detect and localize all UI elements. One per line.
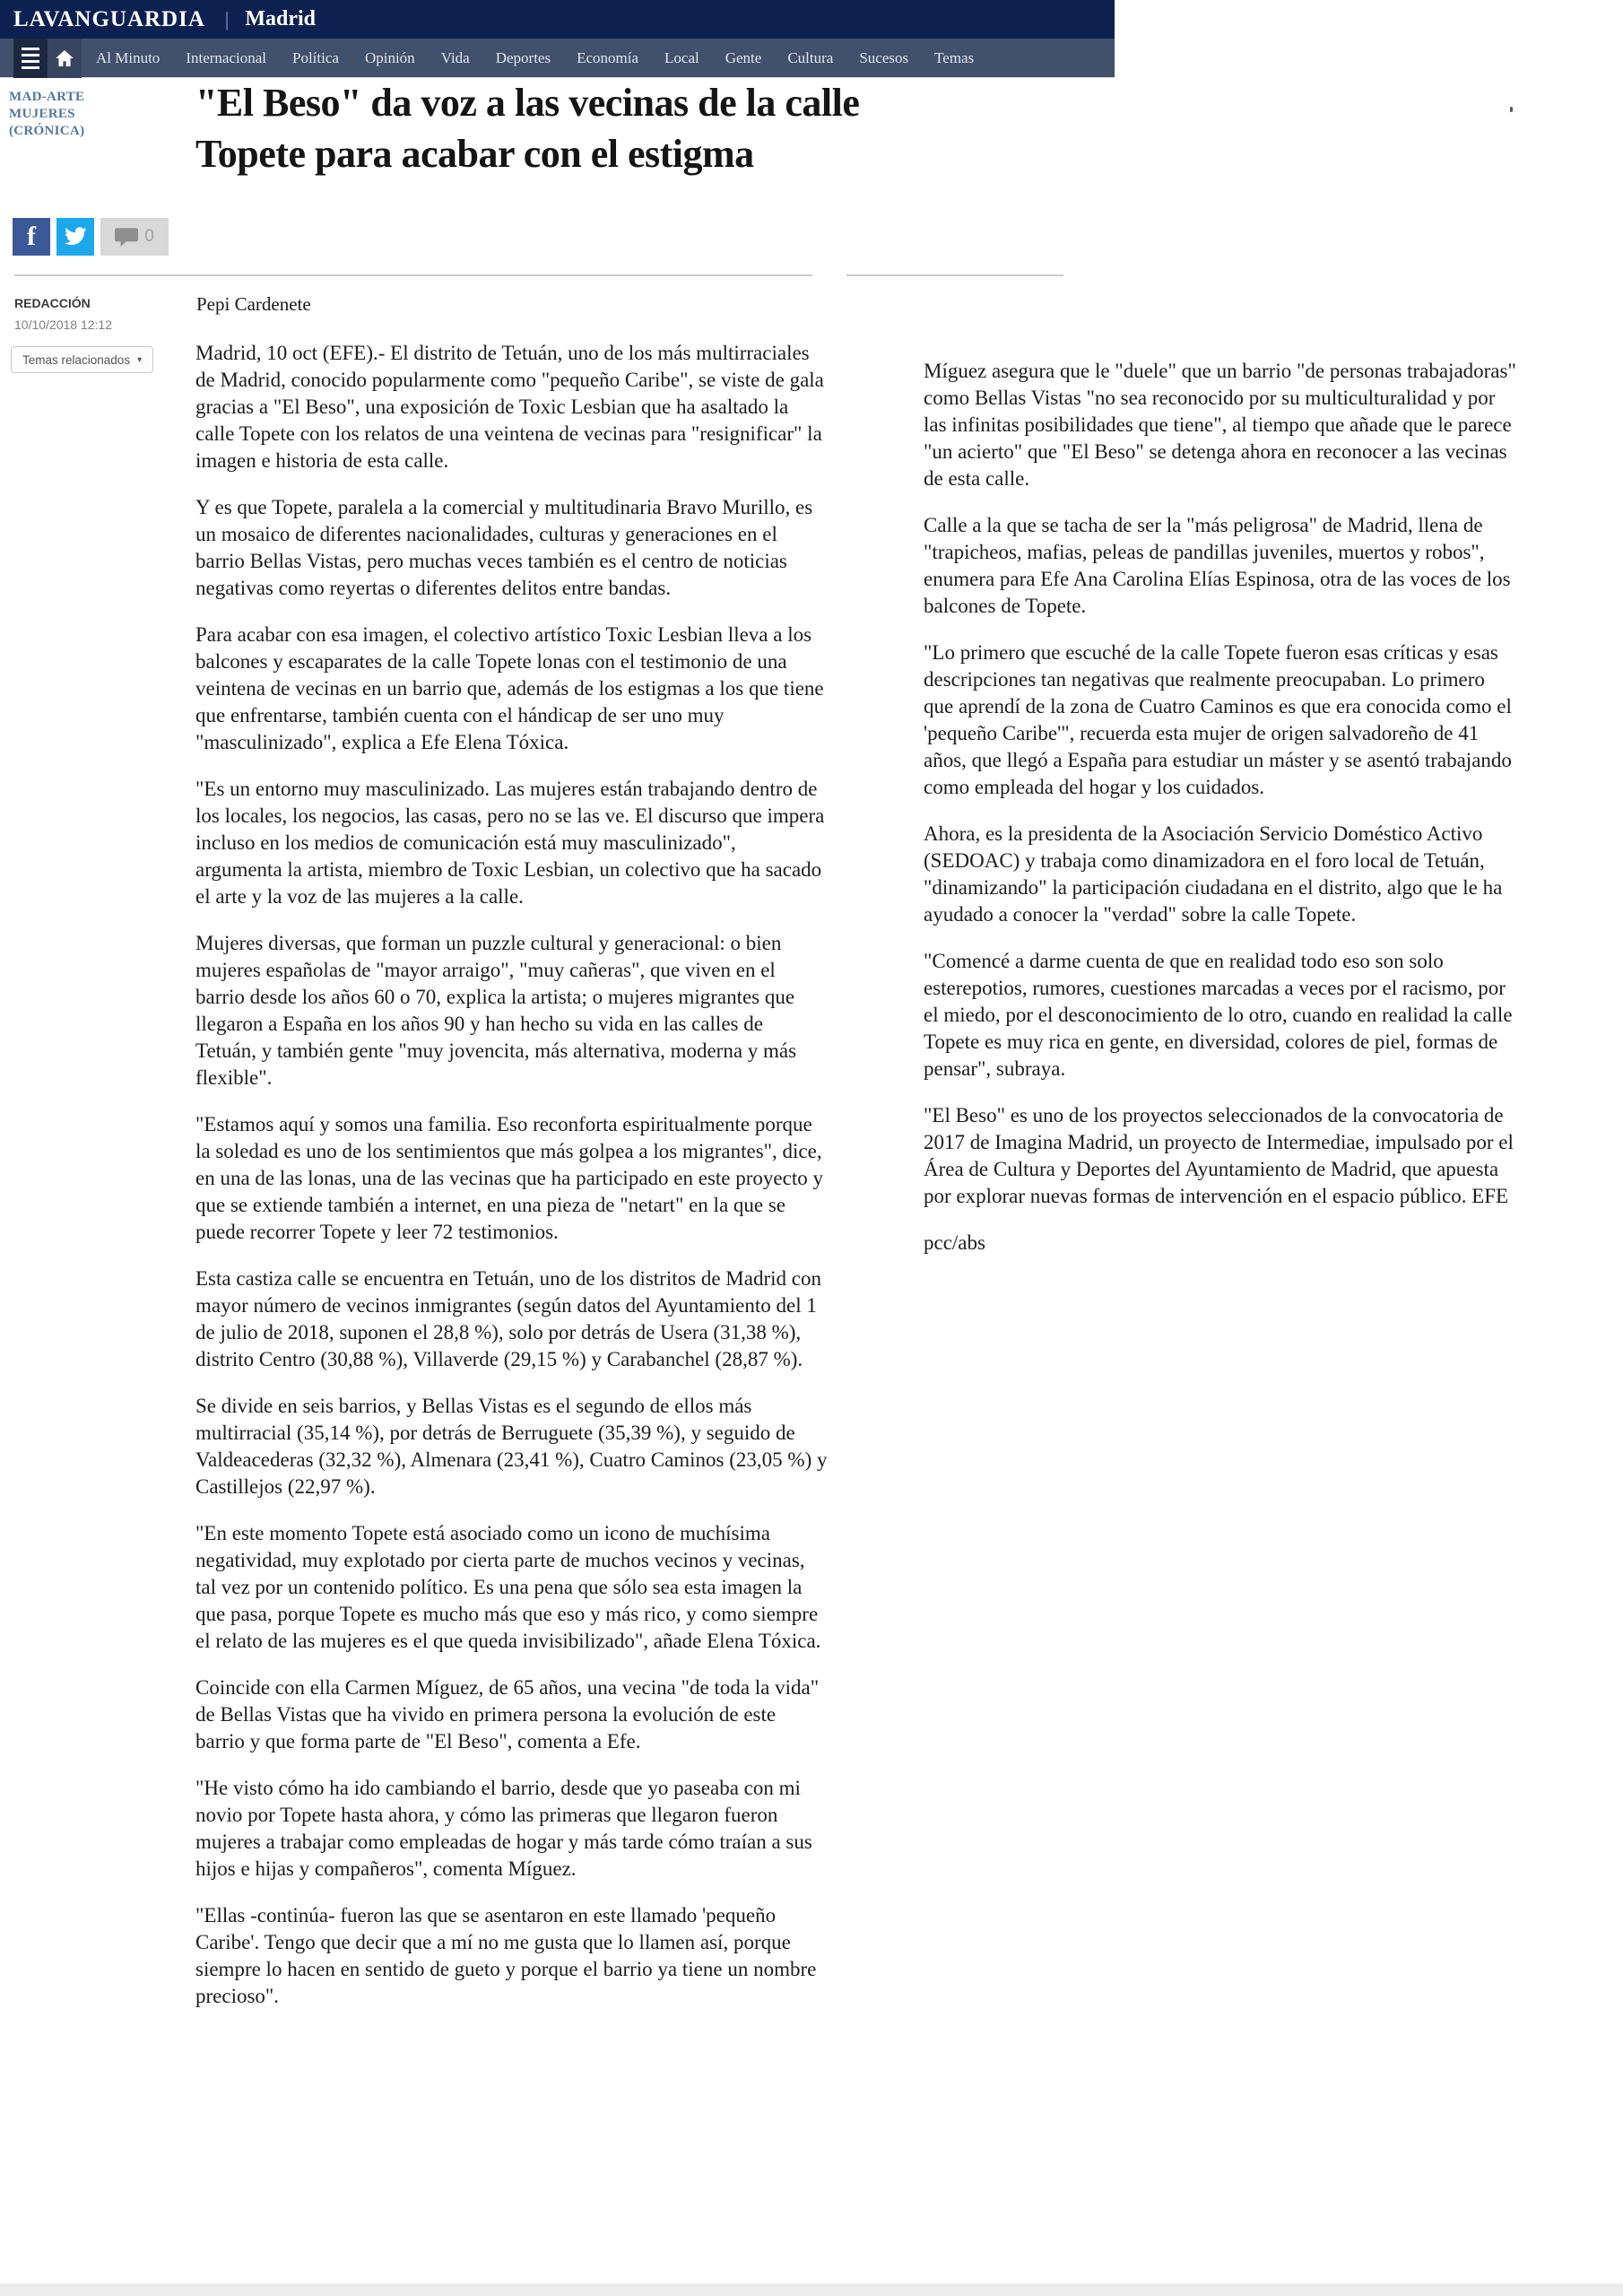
twitter-share-button[interactable] [56,218,94,256]
article-paragraph: "Comencé a darme cuenta de que en realidad todo eso son solo esterepotios, rumores, cuestiones marcadas a veces por el racismo, por el miedo, por el desconocimiento de lo otro, cuando en realidad la calle Topete es muy rica en gente, en diversidad, colores de piel, formas de pensar", subraya. [924,950,1513,1080]
headline-line-2: Topete para acabar con el estigma [195,132,754,176]
article-paragraph: Se divide en seis barrios, y Bellas Vistas es el segundo de ellos más multirracial (35,14 %), por detrás de Berruguete (35,39 %), y seguido de Valdeacederas (32,32 %), Almenara (23,41 %), Cuatro Caminos (23,05 %) y Castillejos (22,97 %). [195,1395,828,1498]
divider-line [14,274,812,276]
article-kicker [9,89,84,140]
nav-item-economia[interactable]: Economía [577,48,639,66]
related-topics-label: Temas relacionados [22,352,131,367]
facebook-share-button[interactable] [13,218,50,256]
nav-item-temas[interactable]: Temas [934,48,975,66]
menu-button[interactable] [13,39,48,78]
hamburger-icon [22,46,39,71]
nav-item-politica[interactable]: Política [292,48,339,66]
nav-item-vida[interactable]: Vida [440,48,470,66]
article-paragraph: "Es un entorno muy masculinizado. Las mujeres están trabajando dentro de los locales, los negocios, las casas, pero no se las ve. El discurso que impera incluso en los medios de comunicación está muy masculinizado", argumenta la artista, miembro de Toxic Lesbian, un colectivo que ha sacado el arte y la voz de las mujeres a la calle. [195,778,825,908]
comments-button[interactable] [100,218,169,256]
page-title [195,77,1002,179]
nav-item-deportes[interactable]: Deportes [495,48,551,66]
masthead [0,0,1115,39]
article-paragraph: Mujeres diversas, que forman un puzzle cultural y generacional: o bien mujeres españolas de "mayor arraigo", "muy cañeras", que viven en el barrio desde los años 60 o 70, explica la artista; o mujeres migrantes que llegaron a España en los años 90 y han hecho su vida en las calles de Tetuán, y también gente "muy jovencita, más alternativa, moderna y más flexible". [195,932,797,1089]
article-signature: pcc/abs [924,1231,985,1254]
main-nav [0,39,1115,78]
article-paragraph: "El Beso" es uno de los proyectos seleccionados de la convocatoria de 2017 de Imagina Madrid, un proyecto de Intermediae, impulsado por el Área de Cultura y Deportes del Ayuntamiento de Madrid, que apuesta por explorar nuevas formas de intervención en el espacio público. EFE [924,1104,1514,1207]
share-bar [13,218,175,256]
article-paragraph: Míguez asegura que le "duele" que un barrio "de personas trabajadoras" como Bellas Vistas "no sea reconocido por su multiculturalidad y por las infinitas posibilidades que tiene", al tiempo que añade que le parece "un acierto" que "El Beso" se detenga ahora en reconocer a las vecinas de esta calle. [924,360,1516,490]
nav-item-internacional[interactable]: Internacional [186,48,266,66]
article-paragraph: Ahora, es la presidenta de la Asociación Servicio Doméstico Activo (SEDOAC) y trabaja como dinamizadora en el foro local de Tetuán, "dinamizando" la participación ciudadana en el distrito, algo que le ha ayudado a conocer la "verdad" sobre la calle Topete. [924,822,1503,926]
article-paragraph: "En este momento Topete está asociado como un icono de muchísima negatividad, muy explotado por cierta parte de muchos vecinos y vecinas, tal vez por un contenido político. Es una pena que sólo sea esta imagen la que pasa, porque Topete es mucho más que eso y más rico, y como siempre el relato de las mujeres es el que queda invisibilizado", añade Elena Tóxica. [195,1522,821,1652]
headline-line-1: "El Beso" da voz a las vecinas de la calle [195,81,860,125]
nav-items [96,49,1000,67]
publish-datetime: 10/10/2018 12:12 [14,317,112,332]
nav-item-opinion[interactable]: Opinión [364,48,415,66]
article-paragraph: Y es que Topete, paralela a la comercial y multitudinaria Bravo Murillo, es un mosaico de diferentes nacionalidades, culturas y generaciones en el barrio Bellas Vistas, pero muchas veces también es el centro de noticias negativas como reyertas o diferentes delitos entre bandas. [195,496,813,599]
divider-line [846,274,1063,276]
page-bottom-strip [0,2283,1623,2296]
article-paragraph: Coincide con ella Carmen Míguez, de 65 años, una vecina "de toda la vida" de Bellas Vistas que ha vivido en primera persona la evolución de este barrio y que forma parte de "El Beso", comenta a Efe. [195,1676,820,1752]
brand-separator: | [224,7,230,30]
article-paragraph: "Ellas -continúa- fueron las que se asentaron en este llamado 'pequeño Caribe'. Tengo que decir que a mí no me gusta que lo llamen así, porque siempre lo hacen en sentido de gueto y porque el barrio ya tiene un nombre precioso". [195,1904,817,2007]
home-button[interactable] [48,39,82,78]
related-topics-button[interactable] [11,346,153,373]
article-column-right [924,358,1519,1276]
facebook-icon: f [27,222,36,251]
comment-bubble-icon [115,226,138,248]
article-column-left [195,340,828,2030]
brand-logo[interactable]: LAVANGUARDIA [13,6,205,31]
article-paragraph: "He visto cómo ha ido cambiando el barrio, desde que yo paseaba con mi novio por Topete hasta ahora, y cómo las primeras que llegaron fueron mujeres a trabajar como empleadas de hogar y más tarde cómo traían a sus hijos e hijas y compañeros", comenta Míguez. [195,1777,812,1880]
artifact-dot [1510,107,1513,112]
article-paragraph: Madrid, 10 oct (EFE).- El distrito de Tetuán, uno de los más multirraciales de Madrid, conocido popularmente como "pequeño Caribe", se viste de gala gracias a "El Beso", una exposición de Toxic Lesbian que ha asaltado la calle Topete con los relatos de una veintena de vecinas para "resignificar" la imagen e historia de esta calle. [195,342,824,472]
kicker-line: (CRÓNICA) [9,124,85,138]
nav-item-gente[interactable]: Gente [725,48,762,66]
section-title[interactable]: Madrid [245,7,316,30]
home-icon [56,50,74,66]
nav-item-cultura[interactable]: Cultura [787,48,834,66]
article-paragraph: Para acabar con esa imagen, el colectivo artístico Toxic Lesbian lleva a los balcones y escaparates de la calle Topete lonas con el testimonio de una veintena de vecinas en un barrio que, además de los estigmas a los que tiene que enfrentarse, también cuenta con el hándicap de ser uno muy "masculinizado", explica a Efe Elena Tóxica. [195,623,824,753]
article-paragraph: "Estamos aquí y somos una familia. Eso reconforta espiritualmente porque la soledad es uno de los sentimientos que más golpea a los migrantes", dice, en una de las lonas, una de las vecinas que ha participado en este proyecto y que se extiende también a internet, en una pieza de "netart" en la que se puede recorrer Topete y leer 72 testimonios. [195,1113,823,1243]
byline: Pepi Cardenete [196,293,311,315]
article-paragraph: "Lo primero que escuché de la calle Topete fueron esas críticas y esas descripciones tan negativas que realmente preocupaban. Lo primero que aprendí de la zona de Cuatro Caminos es que era conocida como el 'pequeño Caribe'", recuerda esta mujer de origen salvadoreño de 41 años, que llegó a España para estudiar un máster y se asentó trabajando como empleada del hogar y los cuidados. [924,641,1512,798]
nav-item-sucesos[interactable]: Sucesos [859,48,909,66]
article-paragraph: Esta castiza calle se encuentra en Tetuán, uno de los distritos de Madrid con mayor número de vecinos inmigrantes (según datos del Ayuntamiento del 1 de julio de 2018, suponen el 28,8 %), solo por detrás de Usera (31,38 %), distrito Centro (30,88 %), Villaverde (29,15 %) y Carabanchel (28,87 %). [195,1267,821,1370]
article-paragraph: Calle a la que se tacha de ser la "más peligrosa" de Madrid, llena de "trapicheos, mafias, peleas de pandillas juveniles, muertos y robos", enumera para Efe Ana Carolina Elías Espinosa, otra de las voces de los balcones de Topete. [924,514,1511,617]
comments-count: 0 [144,227,154,246]
source-label: REDACCIÓN [14,296,91,310]
twitter-icon [64,227,87,247]
chevron-down-icon: ▾ [137,354,143,365]
nav-item-local[interactable]: Local [664,48,699,66]
nav-item-al-minuto[interactable]: Al Minuto [96,48,161,66]
kicker-line: MAD-ARTE [9,90,85,104]
kicker-line: MUJERES [9,107,75,121]
